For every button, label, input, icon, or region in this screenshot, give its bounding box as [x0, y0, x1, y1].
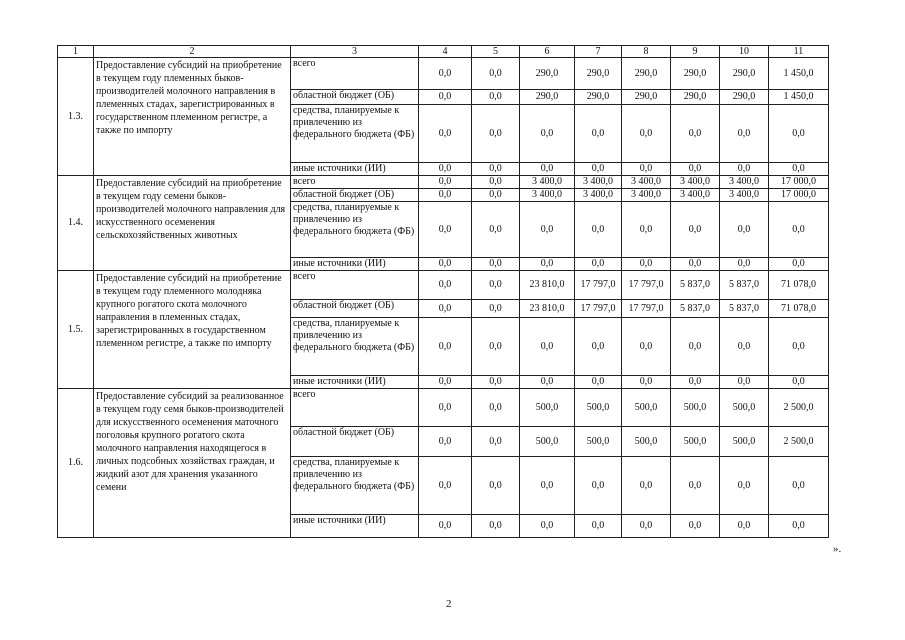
value-cell: 0,0 [720, 376, 769, 389]
funding-source: иные источники (ИИ) [291, 376, 419, 389]
table-body [58, 46, 829, 538]
section-description: Предоставление субсидий на приобретение в текущем году племенных быков-производителей молочного направления в племенных стадах, зарегистрированных в государственном племенном регистре, а также по импорту [94, 58, 291, 176]
value-cell: 0,0 [769, 376, 829, 389]
value-cell: 0,0 [472, 176, 520, 189]
value-cell: 0,0 [720, 258, 769, 271]
value-cell: 0,0 [419, 176, 472, 189]
value-cell: 1 450,0 [769, 58, 829, 90]
header-cell: 5 [472, 46, 520, 58]
value-cell: 3 400,0 [622, 189, 671, 202]
value-cell: 17 797,0 [622, 271, 671, 300]
funding-source: областной бюджет (ОБ) [291, 300, 419, 318]
value-cell: 0,0 [720, 318, 769, 376]
value-cell: 0,0 [622, 376, 671, 389]
value-cell: 0,0 [575, 318, 622, 376]
section-number: 1.3. [58, 58, 94, 176]
value-cell: 0,0 [520, 457, 575, 515]
subsidy-table [57, 45, 829, 538]
value-cell: 0,0 [622, 515, 671, 538]
header-cell: 6 [520, 46, 575, 58]
funding-source: областной бюджет (ОБ) [291, 189, 419, 202]
value-cell: 0,0 [671, 457, 720, 515]
value-cell: 0,0 [472, 202, 520, 258]
value-cell: 0,0 [419, 318, 472, 376]
value-cell: 0,0 [769, 318, 829, 376]
header-cell: 2 [94, 46, 291, 58]
value-cell: 0,0 [769, 258, 829, 271]
value-cell: 500,0 [520, 389, 575, 427]
value-cell: 0,0 [575, 258, 622, 271]
value-cell: 3 400,0 [575, 176, 622, 189]
value-cell: 0,0 [472, 376, 520, 389]
value-cell: 3 400,0 [520, 176, 575, 189]
value-cell: 0,0 [472, 105, 520, 163]
value-cell: 500,0 [575, 427, 622, 457]
value-cell: 0,0 [419, 189, 472, 202]
funding-source: средства, планируемые к привлечению из федерального бюджета (ФБ) [291, 202, 419, 258]
value-cell: 500,0 [622, 427, 671, 457]
value-cell: 0,0 [520, 258, 575, 271]
value-cell: 5 837,0 [671, 300, 720, 318]
value-cell: 0,0 [671, 515, 720, 538]
value-cell: 290,0 [520, 90, 575, 105]
value-cell: 0,0 [769, 163, 829, 176]
funding-source: всего [291, 389, 419, 427]
funding-source: всего [291, 58, 419, 90]
value-cell: 290,0 [720, 58, 769, 90]
value-cell: 500,0 [575, 389, 622, 427]
value-cell: 17 000,0 [769, 189, 829, 202]
value-cell: 0,0 [472, 515, 520, 538]
value-cell: 0,0 [622, 105, 671, 163]
value-cell: 0,0 [720, 105, 769, 163]
header-cell: 4 [419, 46, 472, 58]
value-cell: 0,0 [419, 105, 472, 163]
value-cell: 3 400,0 [671, 189, 720, 202]
value-cell: 0,0 [622, 163, 671, 176]
value-cell: 2 500,0 [769, 427, 829, 457]
value-cell: 500,0 [671, 389, 720, 427]
value-cell: 290,0 [575, 90, 622, 105]
value-cell: 500,0 [720, 389, 769, 427]
value-cell: 3 400,0 [520, 189, 575, 202]
value-cell: 0,0 [419, 202, 472, 258]
table-row [58, 176, 829, 189]
value-cell: 0,0 [575, 376, 622, 389]
header-cell: 9 [671, 46, 720, 58]
value-cell: 0,0 [419, 271, 472, 300]
table-row [58, 271, 829, 300]
value-cell: 500,0 [622, 389, 671, 427]
value-cell: 0,0 [769, 515, 829, 538]
value-cell: 17 797,0 [575, 300, 622, 318]
value-cell: 500,0 [720, 427, 769, 457]
value-cell: 0,0 [419, 90, 472, 105]
value-cell: 5 837,0 [720, 271, 769, 300]
section-description: Предоставление субсидий за реализованное в текущем году семя быков-производителей для искусственного осеменения маточного поголовья крупного рогатого скота молочного направления находящегося в личных подсобных хозяйствах граждан, и жидкий азот для хранения указанного семени [94, 389, 291, 538]
value-cell: 0,0 [720, 202, 769, 258]
value-cell: 3 400,0 [622, 176, 671, 189]
funding-source: средства, планируемые к привлечению из федерального бюджета (ФБ) [291, 457, 419, 515]
value-cell: 0,0 [575, 105, 622, 163]
value-cell: 1 450,0 [769, 90, 829, 105]
value-cell: 290,0 [622, 58, 671, 90]
value-cell: 23 810,0 [520, 271, 575, 300]
funding-source: областной бюджет (ОБ) [291, 427, 419, 457]
table-row [58, 58, 829, 90]
value-cell: 0,0 [472, 58, 520, 90]
funding-source: иные источники (ИИ) [291, 515, 419, 538]
value-cell: 23 810,0 [520, 300, 575, 318]
value-cell: 0,0 [472, 90, 520, 105]
value-cell: 0,0 [520, 318, 575, 376]
value-cell: 3 400,0 [575, 189, 622, 202]
funding-source: областной бюджет (ОБ) [291, 90, 419, 105]
funding-source: иные источники (ИИ) [291, 258, 419, 271]
value-cell: 0,0 [720, 515, 769, 538]
header-cell: 8 [622, 46, 671, 58]
page-number: 2 [446, 598, 452, 610]
value-cell: 0,0 [472, 189, 520, 202]
section-number: 1.5. [58, 271, 94, 389]
value-cell: 290,0 [671, 58, 720, 90]
value-cell: 0,0 [622, 202, 671, 258]
value-cell: 290,0 [520, 58, 575, 90]
value-cell: 0,0 [671, 105, 720, 163]
funding-source: иные источники (ИИ) [291, 163, 419, 176]
closing-quote: ». [833, 543, 842, 555]
value-cell: 0,0 [472, 427, 520, 457]
value-cell: 0,0 [419, 58, 472, 90]
value-cell: 0,0 [769, 202, 829, 258]
value-cell: 0,0 [520, 202, 575, 258]
value-cell: 0,0 [419, 389, 472, 427]
value-cell: 3 400,0 [720, 189, 769, 202]
value-cell: 5 837,0 [720, 300, 769, 318]
value-cell: 5 837,0 [671, 271, 720, 300]
value-cell: 0,0 [671, 258, 720, 271]
value-cell: 2 500,0 [769, 389, 829, 427]
value-cell: 0,0 [419, 163, 472, 176]
value-cell: 3 400,0 [671, 176, 720, 189]
value-cell: 0,0 [622, 258, 671, 271]
value-cell: 290,0 [720, 90, 769, 105]
value-cell: 0,0 [419, 258, 472, 271]
value-cell: 0,0 [671, 202, 720, 258]
value-cell: 17 797,0 [575, 271, 622, 300]
section-description: Предоставление субсидий на приобретение в текущем году племенного молодняка крупного рогатого скота молочного направления в племенных стадах, зарегистрированных в государственном племенном регистре, а также по импорту [94, 271, 291, 389]
value-cell: 3 400,0 [720, 176, 769, 189]
value-cell: 0,0 [520, 163, 575, 176]
header-cell: 7 [575, 46, 622, 58]
funding-source: всего [291, 271, 419, 300]
funding-source: средства, планируемые к привлечению из федерального бюджета (ФБ) [291, 318, 419, 376]
value-cell: 0,0 [472, 300, 520, 318]
value-cell: 0,0 [769, 457, 829, 515]
header-cell: 3 [291, 46, 419, 58]
header-cell: 11 [769, 46, 829, 58]
value-cell: 0,0 [520, 105, 575, 163]
value-cell: 0,0 [472, 389, 520, 427]
value-cell: 500,0 [520, 427, 575, 457]
section-number: 1.4. [58, 176, 94, 271]
value-cell: 0,0 [472, 163, 520, 176]
value-cell: 0,0 [520, 515, 575, 538]
value-cell: 0,0 [769, 105, 829, 163]
section-description: Предоставление субсидий на приобретение в текущем году семени быков-производителей молочного направления для искусственного осеменения сельскохозяйственных животных [94, 176, 291, 271]
value-cell: 71 078,0 [769, 271, 829, 300]
funding-source: средства, планируемые к привлечению из федерального бюджета (ФБ) [291, 105, 419, 163]
value-cell: 0,0 [671, 318, 720, 376]
section-number: 1.6. [58, 389, 94, 538]
value-cell: 0,0 [575, 163, 622, 176]
value-cell: 0,0 [419, 457, 472, 515]
value-cell: 0,0 [575, 515, 622, 538]
value-cell: 0,0 [472, 271, 520, 300]
value-cell: 0,0 [575, 457, 622, 515]
value-cell: 290,0 [622, 90, 671, 105]
value-cell: 0,0 [671, 163, 720, 176]
table-row [58, 389, 829, 427]
funding-source: всего [291, 176, 419, 189]
value-cell: 0,0 [520, 376, 575, 389]
value-cell: 0,0 [419, 427, 472, 457]
value-cell: 0,0 [720, 163, 769, 176]
value-cell: 71 078,0 [769, 300, 829, 318]
value-cell: 290,0 [575, 58, 622, 90]
value-cell: 17 000,0 [769, 176, 829, 189]
header-cell: 1 [58, 46, 94, 58]
value-cell: 0,0 [419, 376, 472, 389]
value-cell: 0,0 [419, 515, 472, 538]
value-cell: 0,0 [622, 457, 671, 515]
header-row [58, 46, 829, 58]
value-cell: 500,0 [671, 427, 720, 457]
value-cell: 0,0 [622, 318, 671, 376]
value-cell: 0,0 [472, 318, 520, 376]
value-cell: 0,0 [419, 300, 472, 318]
value-cell: 0,0 [472, 258, 520, 271]
value-cell: 0,0 [472, 457, 520, 515]
header-cell: 10 [720, 46, 769, 58]
value-cell: 0,0 [671, 376, 720, 389]
value-cell: 290,0 [671, 90, 720, 105]
value-cell: 17 797,0 [622, 300, 671, 318]
value-cell: 0,0 [575, 202, 622, 258]
value-cell: 0,0 [720, 457, 769, 515]
